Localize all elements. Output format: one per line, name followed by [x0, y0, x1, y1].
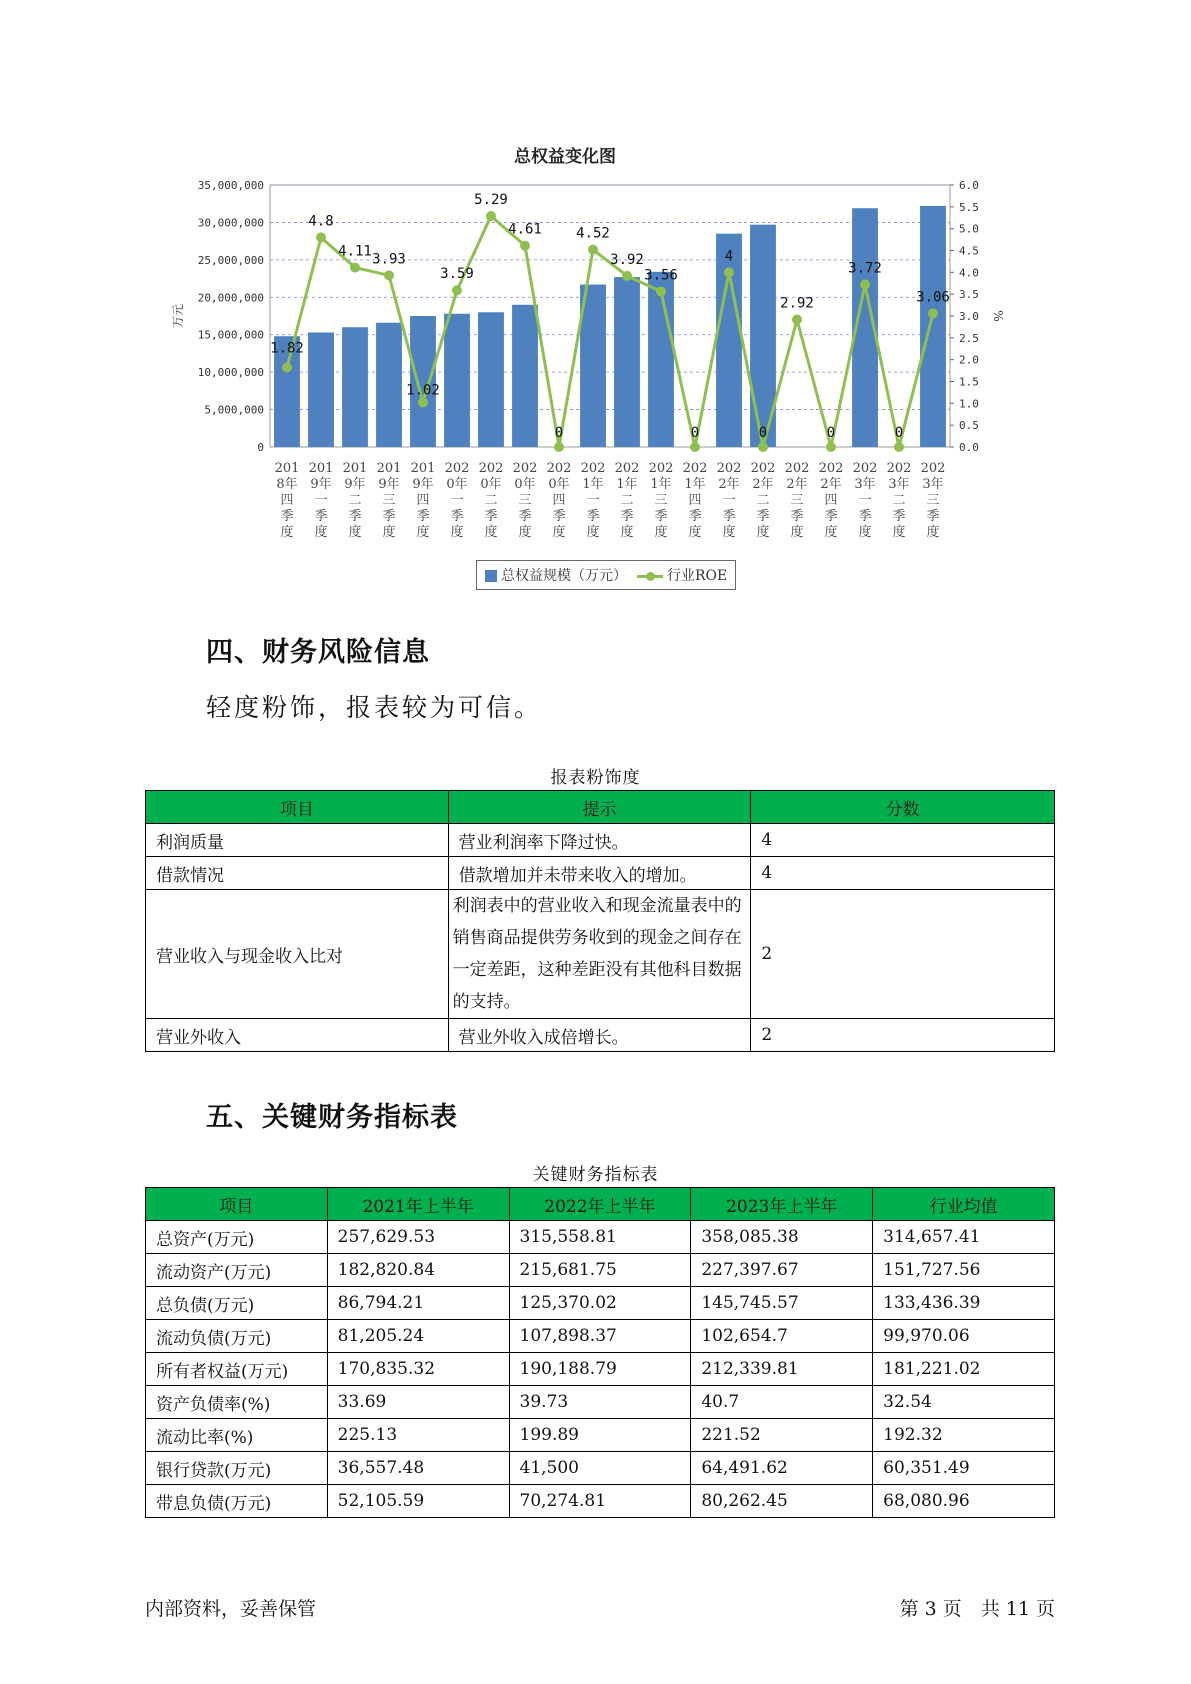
risk-score: 2 [751, 890, 1055, 1019]
chart-legend [476, 560, 736, 590]
risk-score: 2 [751, 1019, 1055, 1052]
table-row [146, 1254, 1055, 1287]
y2-tick-label: 2.5 [959, 331, 979, 345]
roe-point [316, 232, 326, 242]
plot-area [270, 185, 950, 447]
indicator-header: 2022年上半年 [509, 1188, 691, 1221]
risk-table [145, 790, 1055, 1052]
y2-tick-label: 0.5 [959, 419, 979, 433]
table-cell: 212,339.81 [691, 1353, 873, 1386]
roe-point [520, 241, 530, 251]
y-tick-label: 5,000,000 [204, 403, 264, 417]
table-row [146, 1485, 1055, 1518]
x-tick-label: 201 9年四季度 [410, 461, 436, 540]
y2-tick-label: 3.5 [959, 288, 979, 302]
roe-data-label: 4.11 [338, 243, 372, 260]
x-tick-label: 202 2年二季度 [750, 461, 776, 540]
indicator-header: 2023年上半年 [691, 1188, 873, 1221]
table-cell: 52,105.59 [327, 1485, 509, 1518]
bar [342, 327, 368, 447]
table-cell: 总资产(万元) [146, 1221, 328, 1254]
risk-table-header [146, 791, 1055, 824]
risk-hint: 利润表中的营业收入和现金流量表中的销售商品提供劳务收到的现金之间存在一定差距，这种差距没有其他科目数据的支持。 [448, 890, 751, 1019]
roe-point [826, 442, 836, 452]
table-cell: 145,745.57 [691, 1287, 873, 1320]
table-cell: 流动负债(万元) [146, 1320, 328, 1353]
y2-tick-label: 5.5 [959, 200, 979, 214]
roe-point [656, 287, 666, 297]
roe-point [452, 285, 462, 295]
roe-point [860, 280, 870, 290]
table-cell: 总负债(万元) [146, 1287, 328, 1320]
table-cell: 181,221.02 [873, 1353, 1055, 1386]
y2-tick-label: 0.0 [959, 441, 979, 454]
table-cell: 257,629.53 [327, 1221, 509, 1254]
table-cell: 32.54 [873, 1386, 1055, 1419]
table-cell: 107,898.37 [509, 1320, 691, 1353]
risk-item: 利润质量 [146, 824, 449, 857]
y2-tick-label: 1.5 [959, 375, 979, 389]
x-tick-label: 202 2年四季度 [818, 461, 844, 540]
table-cell: 流动比率(%) [146, 1419, 328, 1452]
roe-data-label: 4.8 [308, 213, 334, 230]
x-tick-label: 202 3年三季度 [920, 461, 946, 540]
roe-point [418, 397, 428, 407]
table-cell: 314,657.41 [873, 1221, 1055, 1254]
roe-data-label: 4.61 [508, 221, 542, 238]
x-tick-label: 202 1年一季度 [580, 461, 606, 540]
risk-header-hint: 提示 [448, 791, 751, 824]
table-cell: 315,558.81 [509, 1221, 691, 1254]
risk-item: 营业外收入 [146, 1019, 449, 1052]
y2-tick-label: 3.0 [959, 310, 979, 323]
roe-data-label: 3.92 [610, 251, 644, 268]
x-tick-label: 202 0年三季度 [512, 461, 538, 540]
roe-point [282, 363, 292, 373]
indicator-table-header [146, 1188, 1055, 1221]
table-cell: 60,351.49 [873, 1452, 1055, 1485]
risk-header-score: 分数 [751, 791, 1055, 824]
table-row [146, 1221, 1055, 1254]
x-tick-label: 202 1年三季度 [648, 461, 674, 540]
bar [308, 332, 334, 447]
risk-table-caption: 报表粉饰度 [550, 768, 641, 788]
risk-item: 营业收入与现金收入比对 [146, 890, 449, 1019]
roe-point [724, 267, 734, 277]
bar [512, 305, 538, 447]
table-cell: 170,835.32 [327, 1353, 509, 1386]
table-cell: 102,654.7 [691, 1320, 873, 1353]
y2-tick-label: 6.0 [959, 179, 979, 192]
table-row [146, 857, 1055, 890]
table-row [146, 1287, 1055, 1320]
bar [920, 206, 946, 447]
table-cell: 227,397.67 [691, 1254, 873, 1287]
table-cell: 99,970.06 [873, 1320, 1055, 1353]
y-tick-label: 30,000,000 [197, 216, 264, 230]
table-cell: 221.52 [691, 1419, 873, 1452]
footer-note: 内部资料，妥善保管 [145, 1598, 317, 1620]
x-tick-label: 202 0年一季度 [444, 461, 470, 540]
table-row [146, 1353, 1055, 1386]
footer-page-number: 第 3 页 共 11 页 [899, 1598, 1055, 1620]
table-cell: 资产负债率(%) [146, 1386, 328, 1419]
table-cell: 133,436.39 [873, 1287, 1055, 1320]
table-row [146, 824, 1055, 857]
roe-data-label: 4 [724, 248, 734, 265]
roe-point [486, 211, 496, 221]
y2-tick-label: 1.0 [959, 397, 979, 411]
equity-chart [170, 130, 1005, 590]
indicator-header: 2021年上半年 [327, 1188, 509, 1221]
table-cell: 151,727.56 [873, 1254, 1055, 1287]
bar [716, 234, 742, 447]
legend-line-entry [637, 565, 727, 585]
x-tick-label: 202 3年二季度 [886, 461, 912, 540]
table-row [146, 1452, 1055, 1485]
table-cell: 80,262.45 [691, 1485, 873, 1518]
roe-data-label: 0 [758, 425, 768, 441]
roe-point [894, 442, 904, 452]
x-tick-label: 201 9年二季度 [342, 461, 368, 540]
risk-hint: 营业外收入成倍增长。 [448, 1019, 751, 1052]
roe-data-label: 4.52 [576, 225, 610, 242]
table-cell: 190,188.79 [509, 1353, 691, 1386]
x-tick-label: 202 2年三季度 [784, 461, 810, 540]
y-tick-label: 15,000,000 [197, 328, 264, 342]
table-cell: 40.7 [691, 1386, 873, 1419]
roe-data-label: 3.59 [440, 266, 474, 283]
table-cell: 带息负债(万元) [146, 1485, 328, 1518]
indicator-header: 行业均值 [873, 1188, 1055, 1221]
risk-score: 4 [751, 857, 1055, 890]
table-cell: 33.69 [327, 1386, 509, 1419]
table-row [146, 1419, 1055, 1452]
risk-header-item: 项目 [146, 791, 449, 824]
y2-axis-label: % [991, 310, 1005, 322]
risk-score: 4 [751, 824, 1055, 857]
bar [478, 312, 504, 447]
y2-tick-label: 4.5 [959, 244, 979, 258]
table-cell: 358,085.38 [691, 1221, 873, 1254]
roe-data-label: 1.02 [406, 382, 440, 399]
table-cell: 39.73 [509, 1386, 691, 1419]
table-cell: 125,370.02 [509, 1287, 691, 1320]
roe-data-label: 3.56 [644, 267, 678, 284]
table-row [146, 890, 1055, 1019]
x-tick-label: 201 9年一季度 [308, 461, 334, 540]
y2-tick-label: 5.0 [959, 222, 979, 236]
roe-data-label: 5.29 [474, 192, 508, 209]
table-cell: 192.32 [873, 1419, 1055, 1452]
table-cell: 流动资产(万元) [146, 1254, 328, 1287]
roe-data-label: 0 [826, 425, 836, 441]
table-cell: 68,080.96 [873, 1485, 1055, 1518]
roe-data-label: 2.92 [780, 295, 814, 312]
x-tick-label: 201 9年三季度 [376, 461, 402, 540]
table-cell: 215,681.75 [509, 1254, 691, 1287]
legend-bar-label: 总权益规模（万元） [501, 568, 627, 584]
roe-data-label: 0 [894, 425, 904, 441]
table-cell: 41,500 [509, 1452, 691, 1485]
roe-point [350, 263, 360, 273]
x-tick-label: 202 1年四季度 [682, 461, 708, 540]
legend-line-swatch [637, 570, 663, 582]
section5-heading: 五、关键财务指标表 [206, 1102, 458, 1133]
roe-data-label: 3.72 [848, 260, 882, 277]
risk-item: 借款情况 [146, 857, 449, 890]
legend-bar-entry [485, 565, 627, 585]
y-tick-label: 25,000,000 [197, 253, 264, 267]
roe-point [690, 442, 700, 452]
roe-point [384, 270, 394, 280]
equity-chart-svg [170, 130, 1005, 590]
section4-heading: 四、财务风险信息 [206, 637, 430, 668]
roe-point [622, 271, 632, 281]
y2-tick-label: 2.0 [959, 353, 979, 367]
section4-paragraph: 轻度粉饰，报表较为可信。 [206, 693, 543, 722]
table-row [146, 1320, 1055, 1353]
bar [376, 323, 402, 447]
table-cell: 182,820.84 [327, 1254, 509, 1287]
chart-title: 总权益变化图 [514, 147, 616, 167]
y-axis-label: 万元 [171, 303, 185, 329]
table-cell: 所有者权益(万元) [146, 1353, 328, 1386]
indicator-table-caption: 关键财务指标表 [532, 1165, 659, 1185]
roe-data-label: 3.93 [372, 251, 406, 268]
roe-data-label: 3.06 [916, 289, 950, 306]
roe-data-label: 1.82 [270, 340, 304, 357]
table-cell: 36,557.48 [327, 1452, 509, 1485]
x-tick-label: 202 0年四季度 [546, 461, 572, 540]
bar [614, 277, 640, 447]
roe-point [588, 245, 598, 255]
table-cell: 64,491.62 [691, 1452, 873, 1485]
table-cell: 86,794.21 [327, 1287, 509, 1320]
bar [444, 314, 470, 447]
x-tick-label: 202 1年二季度 [614, 461, 640, 540]
y-tick-label: 35,000,000 [197, 179, 264, 192]
y2-tick-label: 4.0 [959, 266, 979, 280]
risk-hint: 营业利润率下降过快。 [448, 824, 751, 857]
x-tick-label: 202 0年二季度 [478, 461, 504, 540]
table-cell: 银行贷款(万元) [146, 1452, 328, 1485]
legend-line-label: 行业ROE [667, 568, 728, 584]
indicator-header: 项目 [146, 1188, 328, 1221]
table-cell: 199.89 [509, 1419, 691, 1452]
y-tick-label: 20,000,000 [197, 291, 264, 305]
x-tick-label: 202 3年一季度 [852, 461, 878, 540]
indicator-table [145, 1187, 1055, 1518]
y-tick-label: 0 [257, 441, 264, 454]
table-cell: 225.13 [327, 1419, 509, 1452]
roe-point [758, 442, 768, 452]
table-cell: 81,205.24 [327, 1320, 509, 1353]
table-cell: 70,274.81 [509, 1485, 691, 1518]
roe-data-label: 0 [690, 425, 700, 441]
legend-bar-swatch [485, 570, 497, 582]
x-tick-label: 201 8年四季度 [274, 461, 300, 540]
table-row [146, 1386, 1055, 1419]
y-tick-label: 10,000,000 [197, 366, 264, 380]
x-tick-label: 202 2年一季度 [716, 461, 742, 540]
risk-hint: 借款增加并未带来收入的增加。 [448, 857, 751, 890]
roe-point [928, 308, 938, 318]
roe-point [554, 442, 564, 452]
roe-data-label: 0 [554, 425, 564, 441]
roe-point [792, 314, 802, 324]
table-row [146, 1019, 1055, 1052]
